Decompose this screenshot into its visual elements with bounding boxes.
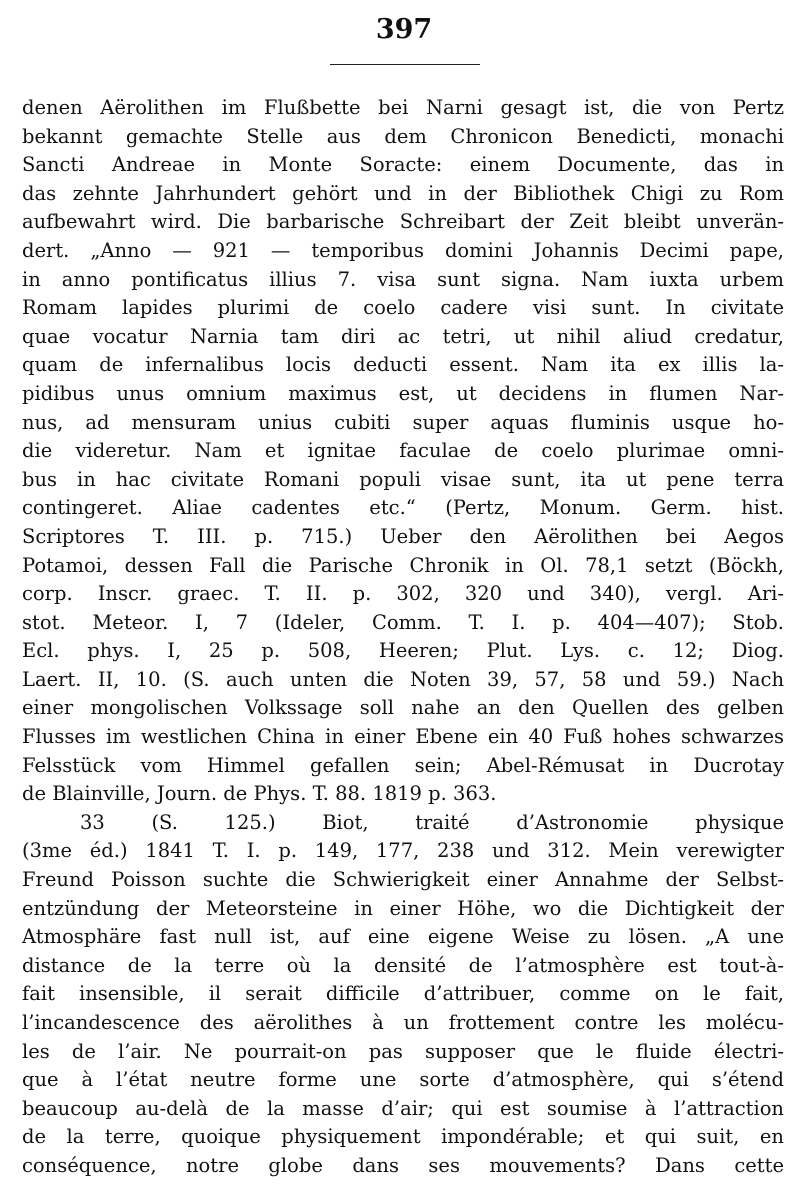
text-line: conséquence, notre globe dans ses mouvements? Dans cette — [22, 1153, 784, 1177]
text-line: Sancti Andreae in Monte Soracte: einem Documente, das in — [22, 153, 784, 177]
text-line: quae vocatur Narnia tam diri ac tetri, ut nihil aliud credatur, — [22, 324, 784, 348]
text-line: bekannt gemachte Stelle aus dem Chronicon Benedicti, monachi — [22, 124, 784, 148]
text-line: Romam lapides plurimi de coelo cadere visi sunt. In civitate — [22, 296, 784, 320]
footnote-line: 33 (S. 125.) Biot, traité d’Astronomie physique — [80, 810, 784, 834]
text-line: Felsstück vom Himmel gefallen sein; Abel-Rémusat in Ducrotay — [22, 753, 784, 777]
text-line: Scriptores T. III. p. 715.) Ueber den Aërolithen bei Aegos — [22, 524, 784, 548]
text-line: dert. „Anno — 921 — temporibus domini Johannis Decimi pape, — [22, 238, 784, 262]
text-line: denen Aërolithen im Flußbette bei Narni gesagt ist, die von Pertz — [22, 96, 784, 119]
text-line: Laert. II, 10. (S. auch unten die Noten 39, 57, 58 und 59.) Nach — [22, 667, 784, 691]
text-line: quam de infernalibus locis deducti essent. Nam ita ex illis la- — [22, 353, 784, 377]
text-line: que à l’état neutre forme une sorte d’atmosphère, qui s’étend — [22, 1068, 784, 1092]
text-line: einer mongolischen Volkssage soll nahe an den Quellen des gelben — [22, 696, 784, 720]
text-line: das zehnte Jahrhundert gehört und in der Bibliothek Chigi zu Rom — [22, 181, 784, 205]
text-line: bus in hac civitate Romani populi visae sunt, ita ut pene terra — [22, 467, 784, 491]
text-line: corp. Inscr. graec. T. II. p. 302, 320 und 340), vergl. Ari- — [22, 582, 784, 606]
text-line: aufbewahrt wird. Die barbarische Schreibart der Zeit bleibt unverän- — [22, 210, 784, 234]
text-line: Potamoi, dessen Fall die Parische Chronik in Ol. 78,1 setzt (Böckh, — [22, 553, 784, 577]
header-rule — [330, 64, 480, 65]
text-line: (3me éd.) 1841 T. I. p. 149, 177, 238 und 312. Mein verewigter — [22, 839, 784, 863]
text-line: Freund Poisson suchte die Schwierigkeit einer Annahme der Selbst- — [22, 868, 784, 892]
text-line: pidibus unus omnium maximus est, ut decidens in flumen Nar- — [22, 381, 784, 405]
text-line: de Blainville, Journ. de Phys. T. 88. 1819 p. 363. — [22, 782, 497, 806]
text-line: Flusses im westlichen China in einer Ebene ein 40 Fuß hohes schwarzes — [22, 725, 784, 749]
text-line: Ecl. phys. I, 25 p. 508, Heeren; Plut. Lys. c. 12; Diog. — [22, 639, 784, 663]
text-line: fait insensible, il serait difficile d’attribuer, comme on le fait, — [22, 982, 784, 1006]
text-line: entzündung der Meteorsteine in einer Höhe, wo die Dichtigkeit der — [22, 896, 784, 920]
text-line: contingeret. Aliae cadentes etc.“ (Pertz, Monum. Germ. hist. — [22, 496, 784, 520]
body-text — [22, 94, 784, 1181]
text-line: de la terre, quoique physiquement impondérable; et qui suit, en — [22, 1125, 784, 1149]
text-line: die videretur. Nam et ignitae faculae de coelo plurimae omni- — [22, 439, 784, 463]
text-line: in anno pontificatus illius 7. visa sunt signa. Nam iuxta urbem — [22, 267, 784, 291]
page-number: 397 — [375, 14, 433, 45]
text-line: les de l’air. Ne pourrait-on pas supposer que le fluide électri- — [22, 1039, 784, 1063]
text-line: distance de la terre où la densité de l’atmosphère est tout-à- — [22, 953, 784, 977]
text-line: beaucoup au-delà de la masse d’air; qui est soumise à l’attraction — [22, 1096, 784, 1120]
text-line: nus, ad mensuram unius cubiti super aquas fluminis usque ho- — [22, 410, 784, 434]
text-line: stot. Meteor. I, 7 (Ideler, Comm. T. I. p. 404—407); Stob. — [22, 610, 784, 634]
text-line: Atmosphäre fast null ist, auf eine eigene Weise zu lösen. „A une — [22, 925, 784, 949]
text-line: l’incandescence des aërolithes à un frottement contre les molécu- — [22, 1011, 784, 1034]
